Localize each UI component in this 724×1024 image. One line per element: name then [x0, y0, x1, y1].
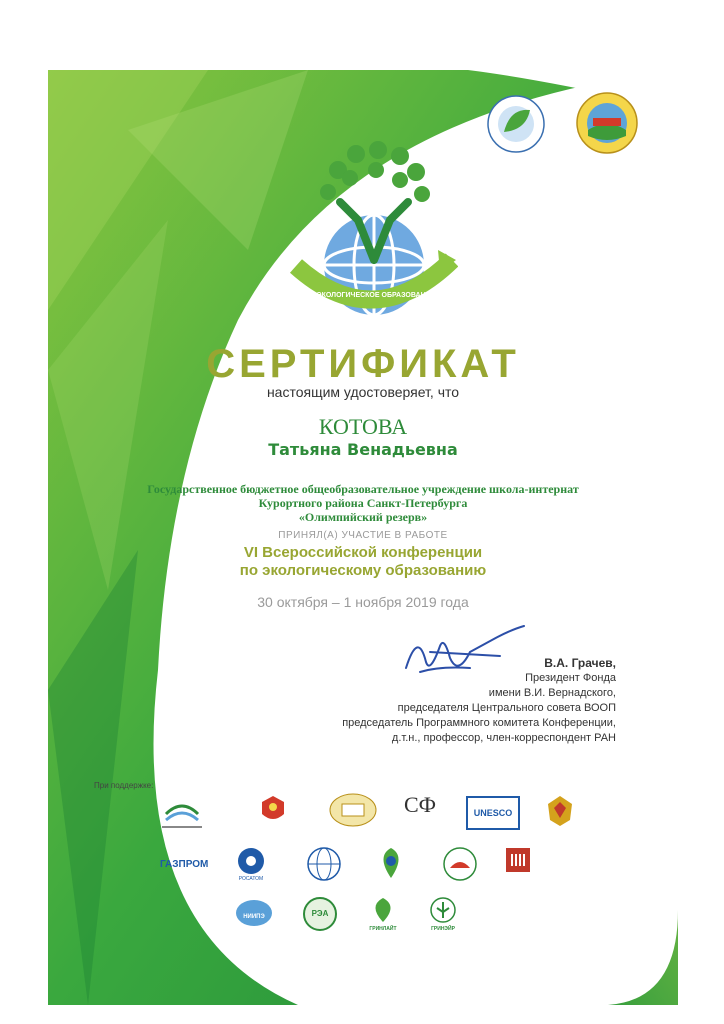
organization-line-1: Государственное бюджетное общеобразовательное учреждение школа-интернат [147, 482, 579, 496]
grinlait-label: ГРИНЛАЙТ [369, 926, 397, 932]
emblem-arc-text: ЭКОЛОГИЧЕСКОЕ ОБРАЗОВАНИЕ [316, 292, 436, 299]
ministry-nature-logo [160, 794, 204, 834]
eco-education-emblem [288, 140, 458, 330]
organization-line-3: «Олимпийский резерв» [298, 510, 428, 524]
signatory-line-4: председатель Программного комитета Конференции, [342, 717, 616, 729]
eco-center-logo [374, 846, 408, 880]
rosatom-logo [236, 846, 266, 876]
signatory-line-3: председателя Центрального совета ВООП [397, 702, 616, 714]
globe-sponsor-logo [306, 846, 342, 882]
participation-text: ПРИНЯЛ(А) УЧАСТИЕ В РАБОТЕ [278, 530, 448, 541]
signatory-block [342, 656, 616, 746]
niipe-logo [234, 898, 274, 928]
recipient-name: Татьяна Венадьевна [268, 440, 458, 459]
conference-title-line-1: VI Всероссийской конференции [243, 544, 483, 561]
ministry-education-logo [256, 792, 290, 832]
unesco-logo: UNESCO [466, 796, 520, 830]
organization-line-2: Курортного района Санкт-Петербурга [258, 496, 468, 510]
federation-council-logo: СФ [403, 792, 437, 817]
conference-dates: 30 октября – 1 ноября 2019 года [257, 594, 469, 610]
grinlait-logo [366, 896, 400, 926]
support-label: При поддержке: [94, 781, 154, 790]
niipe-label: НИИПЭ [243, 914, 265, 920]
rosatom-label: РОСАТОМ [238, 876, 264, 882]
nature-org-logo [442, 846, 478, 882]
certificate-subtitle: настоящим удостоверяет, что [266, 384, 460, 400]
grinair-label: ГРИНЭЙР [431, 926, 455, 932]
signatory-line-2: имени В.И. Вернадского, [488, 687, 616, 699]
voop-logo [576, 92, 638, 159]
state-duma-logo [328, 792, 378, 828]
russian-academy-logo [542, 792, 578, 832]
conference-title-line-2: по экологическому образованию [239, 562, 487, 579]
gazprom-logo: ГАЗПРОМ [160, 859, 209, 870]
certificate-title: СЕРТИФИКАТ [206, 342, 520, 386]
certificate [48, 70, 678, 1005]
recipient-surname: КОТОВА [318, 414, 408, 439]
signatory-name: В.А. Грачев, [544, 656, 616, 670]
red-sponsor-logo [504, 846, 532, 874]
grinair-logo [426, 896, 460, 926]
eco-foundation-logo [486, 94, 546, 159]
signatory-line-1: Президент Фонда [525, 672, 616, 684]
rea-label: РЭА [311, 909, 329, 918]
signatory-line-5: д.т.н., профессор, член-корреспондент РАН [391, 732, 616, 744]
